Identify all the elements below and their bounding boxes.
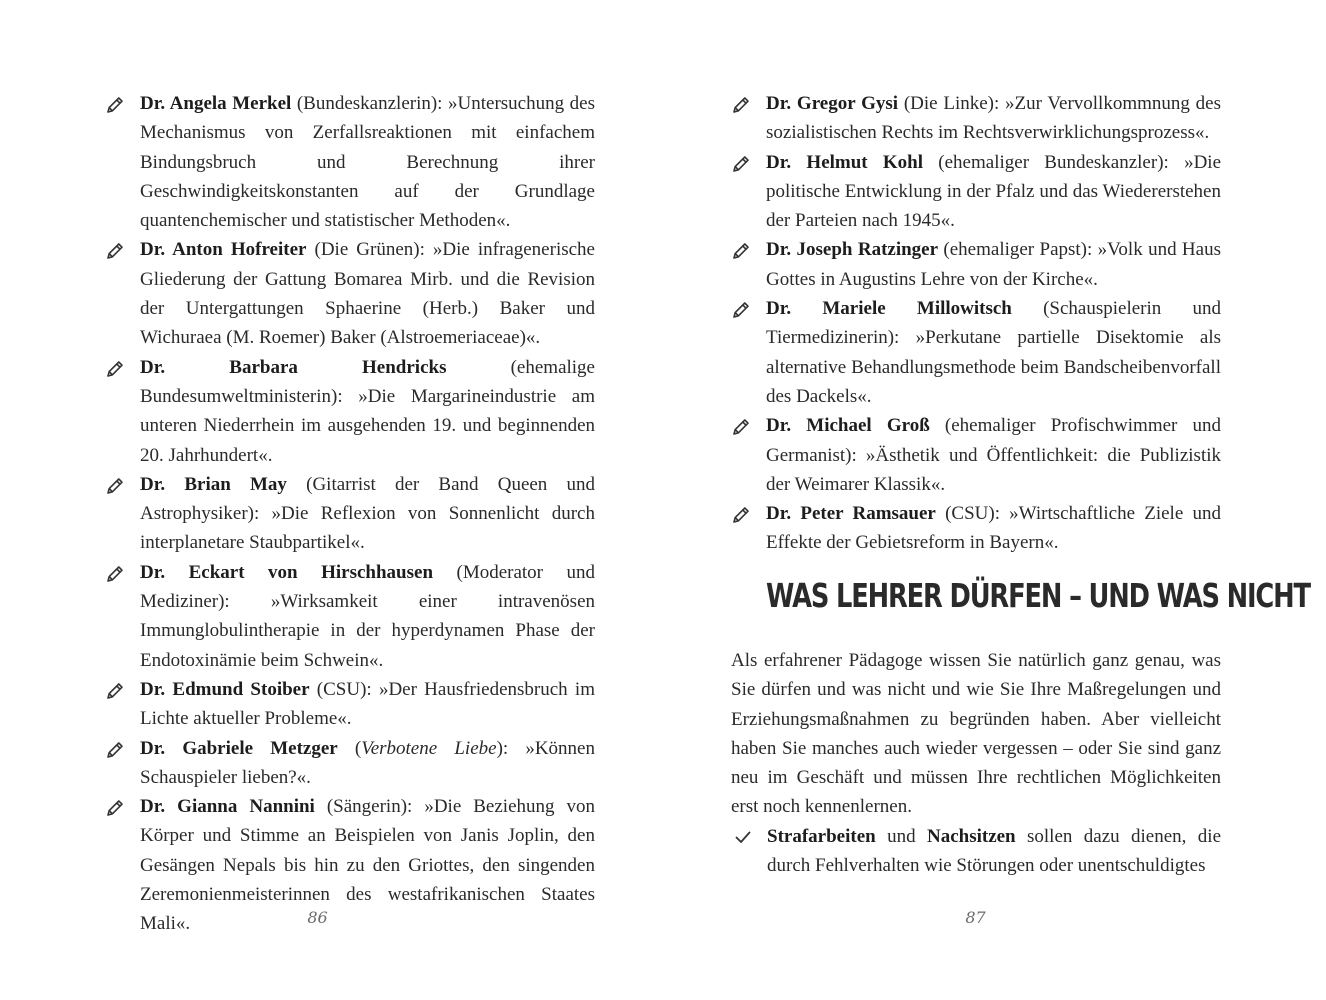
list-item xyxy=(105,470,595,558)
pencil-icon xyxy=(105,740,125,760)
person-name: Dr. Edmund Stoiber xyxy=(140,678,310,700)
pencil-icon xyxy=(731,417,751,437)
entry-text: (Moderator und Mediziner): »Wirksamkeit einer intravenösen Immunglobulintherapie in der hyperdynamen Phase der Endotoxinämie beim Schwein«. xyxy=(140,561,595,671)
pencil-icon xyxy=(731,241,751,261)
person-name: Dr. Anton Hofreiter xyxy=(140,239,307,261)
pencil-icon xyxy=(731,505,751,525)
entry-text: (Schauspielerin und Tiermedizinerin): »Perkutane partielle Disektomie als alternative Behandlungsmethode beim Bandscheibenvorfall des Dackels«. xyxy=(766,298,1221,407)
entry-text: (CSU): »Wirtschaftliche Ziele und Effekte der Gebietsreform in Bayern«. xyxy=(766,503,1221,554)
pencil-icon xyxy=(105,95,125,115)
list-item xyxy=(731,148,1221,236)
list-item xyxy=(731,235,1221,294)
checklist-item xyxy=(731,822,1221,881)
page-number: 87 xyxy=(965,908,986,927)
list-item xyxy=(105,734,595,793)
pencil-icon xyxy=(105,476,125,496)
list-item xyxy=(105,353,595,470)
person-name: Dr. Helmut Kohl xyxy=(766,151,924,173)
entry-text: (Bundeskanzlerin): »Untersuchung des Mechanismus von Zerfallsreaktionen mit einfachem Bindungsbruch und Berechnung ihrer Geschwindigkeitskonstanten auf der Grundlage quantenchemischer und statistischer Methoden«. xyxy=(140,93,595,232)
pencil-icon xyxy=(105,241,125,261)
person-name: Dr. Michael Groß xyxy=(766,415,930,437)
entry-text: (Sängerin): »Die Beziehung von Körper und Stimme an Beispielen von Janis Joplin, den Gesängen Nepals bis hin zu den Griottes, den singenden Zeremonienmeisterinnen des westafrikanischen Staates Mali«. xyxy=(140,796,595,935)
show-title: Verbotene Liebe xyxy=(361,737,497,759)
checklist-text: sollen dazu dienen, die durch Fehlverhalten wie Störungen oder unentschuldigtes xyxy=(767,826,1222,877)
entry-text: (ehemaliger Bundeskanzler): »Die politische Entwicklung in der Pfalz und das Wiedererstehen der Parteien nach 1945«. xyxy=(766,151,1221,232)
pencil-icon xyxy=(105,681,125,701)
connector-text: und xyxy=(875,826,927,847)
person-name: Dr. Gregor Gysi xyxy=(766,93,899,114)
list-item xyxy=(731,499,1221,558)
entry-text: (Die Linke): »Zur Vervollkommnung des sozialistischen Rechts im Rechtsverwirklichungsprozess«. xyxy=(766,93,1221,144)
person-name: Dr. Gianna Nannini xyxy=(140,796,315,818)
right-page xyxy=(663,0,1326,1000)
pencil-icon xyxy=(731,154,751,174)
list-item xyxy=(731,411,1221,499)
list-item xyxy=(105,235,595,352)
pencil-icon xyxy=(105,564,125,584)
list-item xyxy=(105,558,595,675)
intro-paragraph: Als erfahrener Pädagoge wissen Sie natürlich ganz genau, was Sie dürfen und was nicht und wie Sie Ihre Maßregelungen und Erziehungsmaßnahmen zu begründen haben. Aber vielleicht haben Sie manches auch wieder vergessen – oder Sie sind ganz neu im Geschäft und müssen Ihre rechtlichen Möglichkeiten erst noch kennenlernen. xyxy=(731,650,1221,818)
person-name: Dr. Gabriele Metzger xyxy=(140,737,338,759)
person-name: Dr. Eckart von Hirschhausen xyxy=(140,561,434,583)
entry-text: ): »Können Schauspieler lieben?«. xyxy=(140,737,595,788)
entry-text: (CSU): »Der Hausfriedensbruch im Lichte aktueller Probleme«. xyxy=(140,678,595,730)
person-name: Dr. Barbara Hendricks xyxy=(140,356,447,378)
entry-text: (Gitarrist der Band Queen und Astrophysiker): »Die Reflexion von Sonnenlicht durch interplanetare Staubpartikel«. xyxy=(140,473,595,554)
list-item xyxy=(731,89,1221,148)
page-number: 86 xyxy=(307,908,328,927)
term-nachsitzen: Nachsitzen xyxy=(926,826,1016,847)
list-item xyxy=(105,675,595,734)
person-name: Dr. Angela Merkel xyxy=(140,93,292,114)
entry-text: (ehemaliger Profischwimmer und Germanist): »Ästhetik und Öffentlichkeit: die Publizistik der Weimarer Klassik«. xyxy=(766,415,1221,495)
entry-text: (ehemaliger Papst): »Volk und Haus Gottes in Augustins Lehre von der Kirche«. xyxy=(766,239,1221,290)
list-item xyxy=(105,89,595,235)
pencil-icon xyxy=(731,300,751,320)
person-name: Dr. Peter Ramsauer xyxy=(766,503,936,525)
dissertation-list-left xyxy=(105,89,595,939)
pencil-icon xyxy=(105,798,125,818)
dissertation-list-right xyxy=(731,89,1221,558)
pencil-icon xyxy=(105,359,125,379)
entry-text: (ehemalige Bundesumweltministerin): »Die Margarineindustrie am unteren Niederrhein im ausgehenden 19. und beginnenden 20. Jahrhundert«. xyxy=(140,356,595,466)
person-name: Dr. Joseph Ratzinger xyxy=(766,239,939,261)
person-name: Dr. Brian May xyxy=(140,473,287,495)
list-item xyxy=(731,294,1221,411)
term-strafarbeiten: Strafarbeiten xyxy=(767,826,876,847)
pencil-icon xyxy=(731,95,751,115)
section-heading: WAS LEHRER DÜRFEN – UND WAS NICHT xyxy=(766,576,1310,615)
checklist xyxy=(731,822,1221,881)
checkmark-icon xyxy=(734,828,752,846)
entry-text-pre: ( xyxy=(337,737,362,759)
person-name: Dr. Mariele Millowitsch xyxy=(766,298,1012,320)
entry-text: (Die Grünen): »Die infragenerische Gliederung der Gattung Bomarea Mirb. und die Revision der Untergattungen Sphaerine (Herb.) Baker und Wichuraea (M. Roemer) Baker (Alstroemeriaceae)«. xyxy=(140,239,595,349)
